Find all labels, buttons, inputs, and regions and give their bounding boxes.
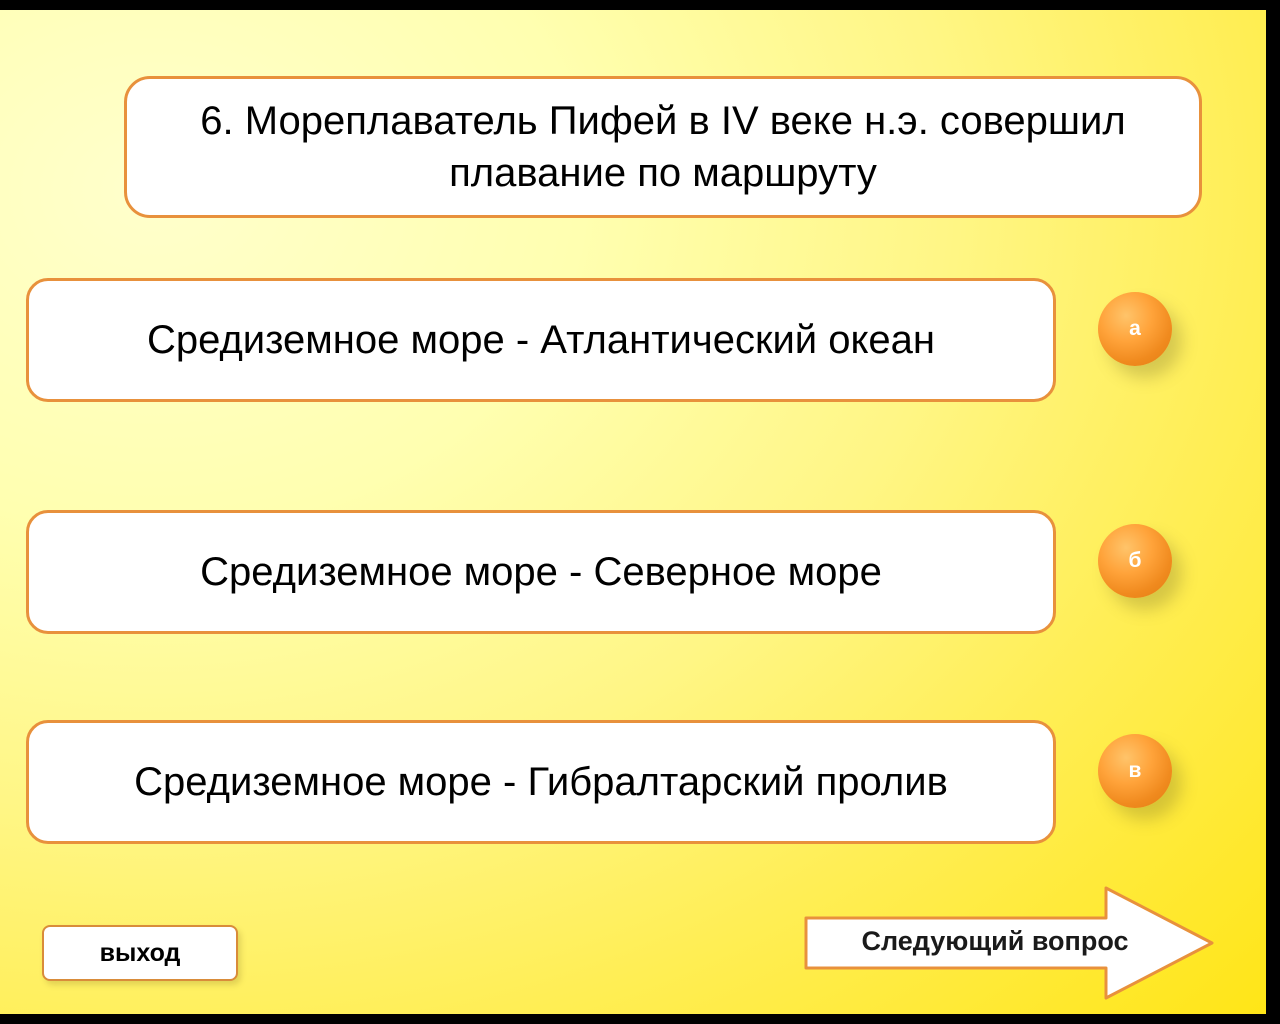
answer-row[interactable] [26, 278, 1206, 402]
answer-option-a[interactable] [26, 278, 1056, 402]
answer-option-b-text: Средиземное море - Северное море [200, 550, 882, 594]
next-question-label: Следующий вопрос [861, 926, 1129, 956]
next-question-button[interactable] [800, 882, 1220, 1004]
answer-badge-a[interactable] [1098, 292, 1172, 366]
exit-button[interactable] [42, 925, 238, 981]
answer-badge-b-label: б [1128, 549, 1142, 572]
answer-badge-a-label: а [1129, 317, 1141, 340]
quiz-slide [0, 10, 1280, 1014]
answer-option-b[interactable] [26, 510, 1056, 634]
question-text: 6. Мореплаватель Пифей в IV веке н.э. совершил плавание по маршруту [200, 99, 1126, 195]
answer-option-a-text: Средиземное море - Атлантический океан [146, 318, 936, 362]
answer-row[interactable] [26, 510, 1206, 634]
answer-badge-v-label: в [1128, 759, 1142, 782]
answer-row[interactable] [26, 720, 1206, 844]
answer-option-v[interactable] [26, 720, 1056, 844]
exit-button-label: выход [99, 938, 181, 967]
slide-right-edge [1266, 10, 1280, 1014]
question-box [124, 76, 1202, 218]
answer-option-v-text: Средиземное море - Гибралтарский пролив [134, 760, 948, 804]
answer-badge-v[interactable] [1098, 734, 1172, 808]
answer-badge-b[interactable] [1098, 524, 1172, 598]
